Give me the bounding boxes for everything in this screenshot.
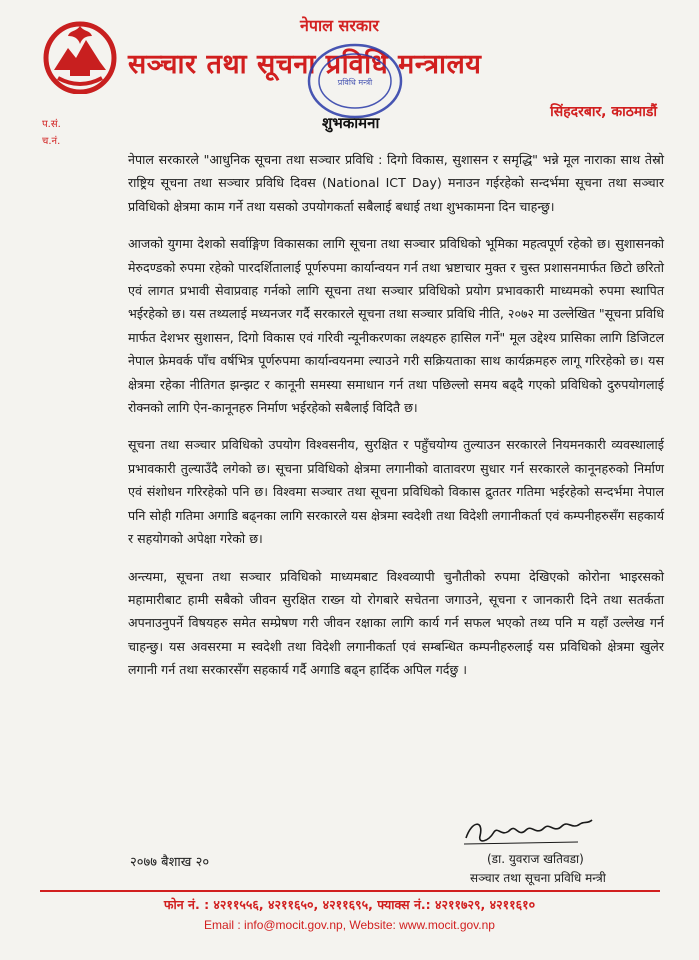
reference-labels — [42, 116, 61, 150]
location: सिंहदरबार, काठमाडौं — [550, 104, 657, 120]
ref-label-chn: च.नं. — [42, 136, 61, 147]
ref-label-ps: प.सं. — [42, 119, 61, 130]
footer-phone-numbers: फोन नं. : ४२११५५६, ४२११६५०, ४२११६९५, फ्याक्स नं.: ४२११७२९, ४२११६१० — [163, 897, 536, 912]
message-body — [128, 148, 664, 696]
government-name: नेपाल सरकार — [300, 16, 379, 35]
footer-divider — [40, 890, 660, 892]
seal-text: प्रविधि मन्त्री — [337, 78, 373, 87]
nepal-emblem-icon — [40, 18, 120, 94]
footer-contacts: Email : info@mocit.gov.np, Website: www.mocit.gov.np — [204, 918, 495, 932]
ministry-seal-stamp — [300, 40, 410, 122]
paragraph-1: नेपाल सरकारले "आधुनिक सूचना तथा सञ्चार प्रविधि : दिगो विकास, सुशासन र समृद्धि" भन्ने मूल नाराका साथ तेस्रो राष्ट्रिय सूचना तथा सञ्चार प्रविधि दिवस (National ICT Day) मनाउन गईरहेको सन्दर्भमा सूचना तथा सञ्चार प्रविधिको क्षेत्रमा काम गर्ने तथा यसको उपयोगकर्ता सबैलाई बधाई तथा शुभकामना दिन चाहन्छु। — [128, 152, 664, 214]
signer-title: सञ्चार तथा सूचना प्रविधि मन्त्री — [470, 871, 606, 885]
document-title: शुभकामना — [322, 114, 380, 132]
paragraph-2: आजको युगमा देशको सर्वाङ्गिण विकासका लागि सूचना तथा सञ्चार प्रविधिको भूमिका महत्वपूर्ण रहेको छ। सुशासनको मेरुदण्डको रुपमा रहेको पारदर्शितालाई पूर्णरुपमा कार्यान्वयन गर्न तथा भ्रष्टाचार मुक्त र चुस्त प्रशासनमार्फत छिटो छरितो एवं लागत प्रभावी सेवाप्रवाह गर्नको लागि सूचना तथा सञ्चार प्रविधिको प्रयोग प्रभावकारी माध्यमको रुपमा स्थापित भईरहेको छ। यस तथ्यलाई मध्यनजर गर्दै सरकारले सूचना तथा सञ्चार प्रविधि नीति, २०७२ मा उल्लेखित "सूचना प्रविधि मार्फत देशभर सुशासन, दिगो विकास एवं गरिवी न्यूनीकरणका लक्ष्यहरु हासिल गर्ने" मूल उद्देश्य प्रासिका लागि डिजिटल नेपाल फ्रेमवर्क पाँच वर्षभित्र पूर्णरुपमा कार्यान्वयनमा ल्याउने गरी सक्रियताका साथ कार्यक्रमहरु लागू गरिरहेको छ। यस क्षेत्रमा रहेका नीतिगत झन्झट र कानूनी समस्या समाधान गर्न तथा पछिल्लो समय बढ्दै गएको प्रविधिको दुरुपयोगलाई रोक्नको लागि ऐन-कानूनहरु निर्माण भईरहेको सबैलाई विदितै छ। — [128, 236, 664, 416]
paragraph-4: अन्त्यमा, सूचना तथा सञ्चार प्रविधिको माध्यमबाट विश्वव्यापी चुनौतीको रुपमा देखिएको कोरोना भाइरसको महामारीबाट हामी सबैको जीवन सुरक्षित राख्न यो रोगबारे सचेतना जगाउने, सूचना र जानकारी दिने तथा सतर्कता अपनाउनुपर्ने विषयहरु समेत सम्प्रेषण गरी जीवन रक्षाका लागि कार्य गर्न सफल भएको तथ्य पनि म यहाँ उल्लेख गर्न चाहन्छु। यस अवसरमा म स्वदेशी तथा विदेशी लगानीकर्ता एवं सम्बन्धित कम्पनीहरुलाई यस प्रविधिको क्षेत्रमा खुलेर लगानी गर्न तथा सरकारसँग सहकार्य गर्दै अगाडि बढ्न हार्दिक अपिल गर्दछु । — [128, 568, 664, 678]
ministry-name: सञ्चार तथा सूचना प्रविधि मन्त्रालय — [128, 49, 482, 80]
letter-date: २०७७ बैशाख २० — [130, 855, 210, 870]
handwritten-signature — [458, 808, 598, 852]
paragraph-3: सूचना तथा सञ्चार प्रविधिको उपयोग विश्वसनीय, सुरक्षित र पहुँचयोग्य तुल्याउन सरकारले नियमनकारी व्यवस्थालाई प्रभावकारी तुल्याउँदै लगेको छ। सूचना प्रविधिको क्षेत्रमा लगानीको वातावरण सुधार गर्न सरकारले कानूनहरुको निर्माण एवं संशोधन गरिरहेको पनि छ। विश्वमा सञ्चार तथा सूचना प्रविधिको विकास द्रुततर गतिमा भईरहेको सन्दर्भमा नेपाल पनि सोही गतिमा अगाडि बढ्नका लागि सरकारले यस क्षेत्रमा स्वदेशी तथा विदेशी लगानीकर्ता एवं कम्पनीहरुसँग सहकार्य र सहयोगको अपेक्षा गरेको छ। — [128, 437, 664, 547]
signer-name: (डा. युवराज खतिवडा) — [487, 852, 584, 866]
